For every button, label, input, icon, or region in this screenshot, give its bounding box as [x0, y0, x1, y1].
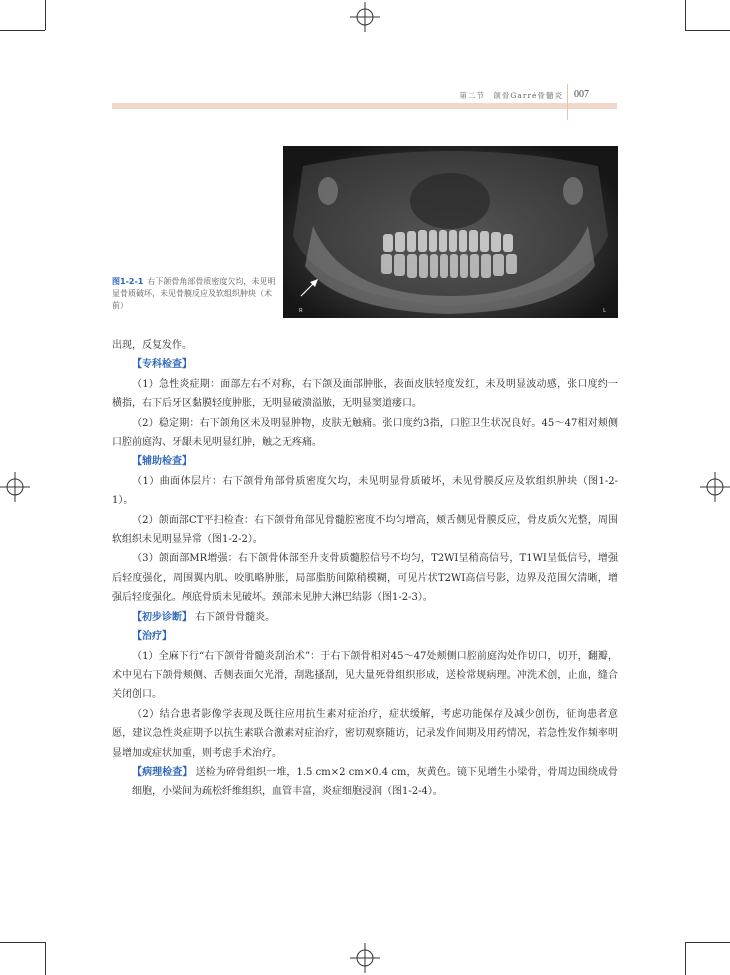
crop-mark [685, 30, 730, 31]
crop-mark [685, 0, 686, 30]
figure-caption [112, 276, 282, 312]
crop-mark [0, 30, 45, 31]
heading-label: 【初步诊断】 [132, 611, 192, 623]
figure-caption-text: 右下颌骨角部骨质密度欠均，未见明显骨质破坏，未见骨膜反应及软组织肿块（术前） [112, 277, 276, 310]
crop-mark [685, 942, 686, 975]
crop-mark [685, 942, 730, 943]
running-header: 第二节 颌骨Garré骨髓炎 [459, 91, 563, 100]
paragraph: （1）曲面体层片：右下颌骨角部骨质密度欠均，未见明显骨质破坏，未见骨膜反应及软组织肿块（图1-2-1）。 [112, 475, 618, 507]
registration-mark-icon [350, 943, 380, 973]
body-text [112, 336, 618, 802]
section-heading [112, 355, 618, 374]
heading-label: 【辅助检查】 [132, 456, 192, 468]
paragraph: （2）稳定期：右下颌角区未及明显肿物，皮肤无触痛。张口度约3指，口腔卫生状况良好。45～47相对颊侧口腔前庭沟、牙龈未见明显红肿，触之无疼痛。 [112, 417, 618, 449]
registration-mark-icon [0, 472, 30, 502]
crop-mark [0, 942, 45, 943]
paragraph: （2）颌面部CT平扫检查：右下颌骨角部见骨髓腔密度不均匀增高，颊舌侧见骨膜反应，骨皮质欠光整，周围软组织未见明显异常（图1-2-2）。 [112, 514, 618, 546]
paragraph: （2）结合患者影像学表现及既往应用抗生素对症治疗，症状缓解，考虑功能保存及减少创伤，征询患者意愿，建议急性炎症期予以抗生素联合激素对症治疗，密切观察随访，记录发作间期及用药情况，若急性发作频率明显增加或症状加重，则考虑手术治疗。 [112, 708, 618, 759]
paragraph: （1）全麻下行“右下颌骨骨髓炎刮治术”：于右下颌骨相对45～47处颊侧口腔前庭沟处作切口，切开，翻瓣，术中见右下颌骨颊侧、舌侧表面欠光滑，刮匙搔刮，见大量死骨组织形成，送检常规病理。冲洗术创，止血，缝合关闭创口。 [112, 650, 618, 701]
section-heading [112, 452, 618, 471]
crop-mark [45, 0, 46, 30]
paragraph: （1）急性炎症期：面部左右不对称，右下颌及面部肿胀，表面皮肤轻度发红，未及明显波动感，张口度约一横指，右下后牙区黏膜轻度肿胀，无明显破溃溢脓，无明显窦道瘘口。 [112, 378, 618, 410]
registration-mark-icon [700, 472, 730, 502]
section-heading [112, 608, 618, 627]
section-heading [112, 763, 618, 802]
header-band [112, 103, 617, 109]
xray-drawing [283, 146, 618, 318]
paragraph: 出现，反复发作。 [112, 340, 192, 351]
registration-mark-icon [350, 2, 380, 32]
heading-label: 【专科检查】 [132, 359, 192, 371]
xray-marker-r: R [299, 308, 303, 314]
heading-label: 【病理检查】 [132, 766, 193, 778]
xray-marker-l: L [603, 308, 606, 314]
figure-number: 图1-2-1 [112, 277, 144, 286]
heading-label: 【治疗】 [132, 631, 172, 643]
paragraph: （3）颌面部MR增强：右下颌骨体部至升支骨质髓腔信号不均匀，T2WI呈稍高信号，T1WI呈低信号，增强后轻度强化，周围翼内肌、咬肌略肿胀，局部脂肪间隙稍模糊，可见片状T2WI高信号影，边界及范围欠清晰，增强后轻度强化。颅底骨质未见破坏。颈部未见肿大淋巴结影（图1-2-3）。 [112, 553, 618, 604]
crop-mark [45, 942, 46, 975]
diagnosis-text: 右下颌骨骨髓炎。 [195, 611, 276, 623]
header-divider [567, 84, 568, 120]
page-number: 007 [574, 89, 589, 100]
panoramic-xray-image [283, 146, 618, 318]
pathology-text: 送检为碎骨组织一堆，1.5 cm×2 cm×0.4 cm，灰黄色。镜下见增生小梁骨，骨周边围绕成骨细胞，小梁间为疏松纤维组织，血管丰富，炎症细胞浸润（图1-2-4）。 [132, 766, 618, 798]
section-heading [112, 627, 618, 646]
